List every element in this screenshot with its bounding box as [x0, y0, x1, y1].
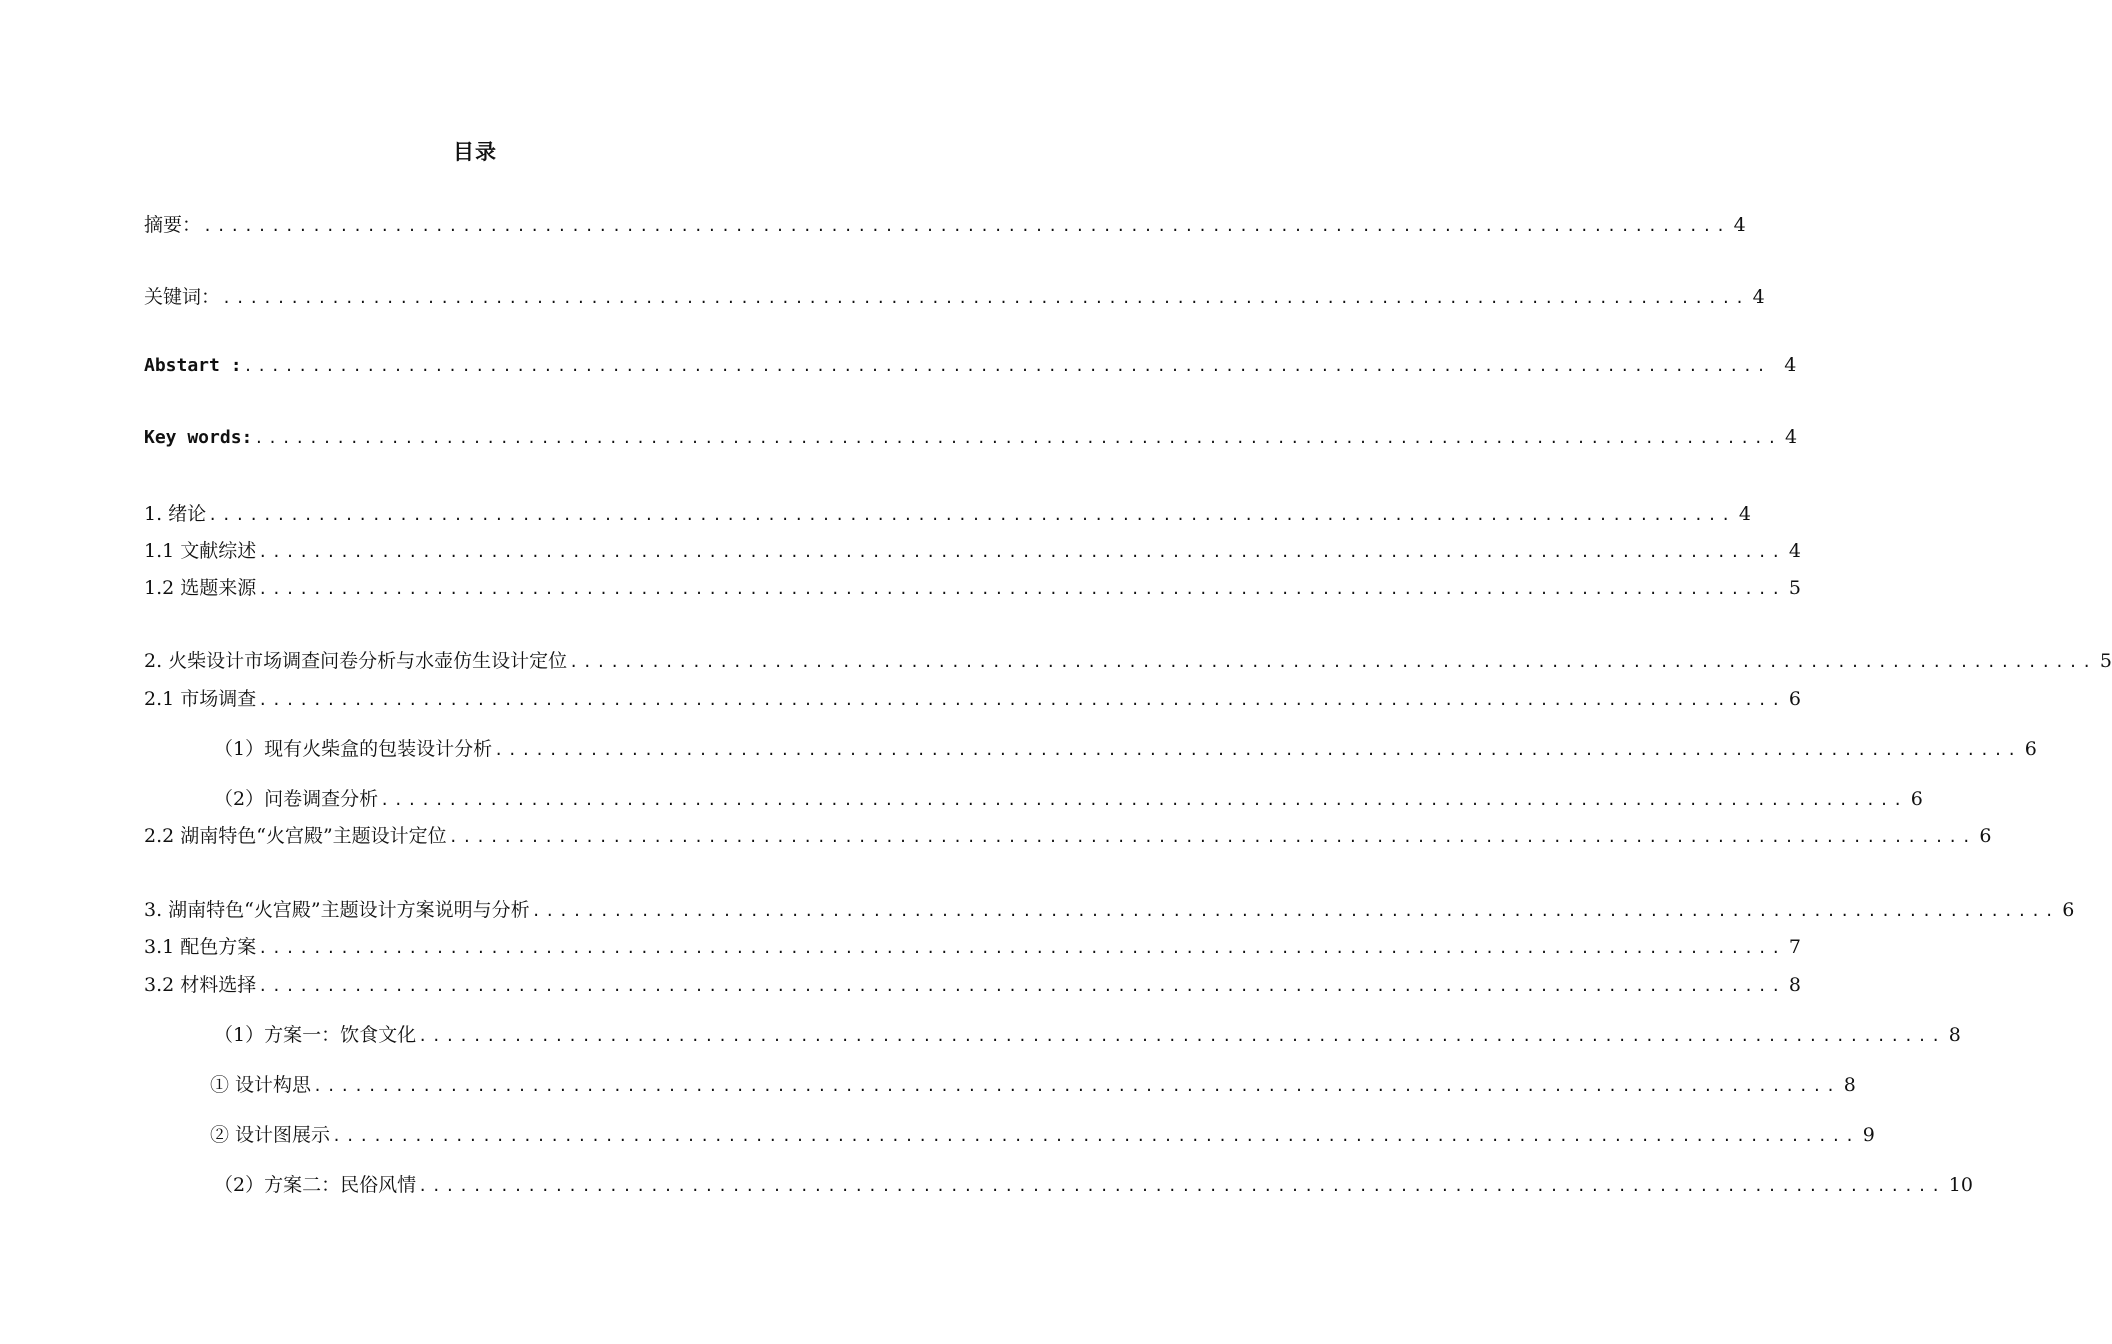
toc-label: （2）问卷调查分析 [214, 788, 379, 810]
toc-label: 2.2 湖南特色“火宫殿”主题设计定位 [144, 825, 447, 847]
toc-label: 2.1 市场调查 [144, 688, 257, 710]
toc-label: 1.2 选题来源 [144, 577, 257, 599]
toc-page-number: 4 [1784, 354, 1797, 376]
toc-entry-key-words-en[interactable] [144, 426, 1798, 454]
dot-leader: ................................................................................................................ [313, 1077, 1840, 1095]
toc-entry-3-2-1-b[interactable] [210, 1120, 1875, 1148]
toc-entry-3-2-2[interactable] [214, 1170, 1973, 1198]
toc-label: 1.1 文献综述 [144, 540, 257, 562]
dot-leader: ................................................................................................................ [222, 289, 1749, 307]
toc-page-number: 4 [1733, 214, 1746, 236]
toc-entry-1-1[interactable] [144, 536, 1802, 564]
page-title: 目录 [453, 140, 497, 164]
dot-leader: ................................................................................................................ [258, 691, 1785, 709]
toc-entry-2-1-1[interactable] [214, 734, 2037, 762]
toc-page-number: 6 [2024, 738, 2037, 760]
toc-label: ① 设计构思 [210, 1074, 312, 1096]
dot-leader: ................................................................................................................ [494, 741, 2021, 759]
dot-leader: ................................................................................................................ [531, 902, 2059, 920]
toc-entry-2[interactable] [144, 646, 2112, 674]
toc-page-number: 4 [1785, 426, 1798, 448]
toc-label: Key words: [144, 427, 253, 448]
toc-entry-keywords[interactable] [144, 282, 1765, 310]
dot-leader: ................................................................................................................ [208, 506, 1735, 524]
toc-page-number: 6 [1910, 788, 1923, 810]
dot-leader: ................................................................................................................ [258, 939, 1785, 957]
toc-label: 2. 火柴设计市场调查问卷分析与水壶仿生设计定位 [144, 650, 568, 672]
toc-page-number: 6 [1788, 688, 1802, 710]
toc-label: Abstart : [144, 355, 242, 376]
toc-label: 摘要： [144, 214, 202, 236]
toc-page-number: 5 [2099, 650, 2112, 672]
dot-leader: ................................................................................................................ [254, 429, 1782, 447]
toc-label: 3.2 材料选择 [144, 974, 257, 996]
dot-leader: ................................................................................................................ [243, 357, 1771, 375]
toc-label: （1）现有火柴盒的包装设计分析 [214, 738, 493, 760]
toc-entry-3-1[interactable] [144, 932, 1802, 960]
toc-label: 关键词： [144, 286, 221, 308]
toc-page-number: 8 [1843, 1074, 1856, 1096]
toc-page-number: 8 [1788, 974, 1802, 996]
toc-entry-2-1-2[interactable] [214, 784, 1923, 812]
toc-entry-3-2-1-a[interactable] [210, 1070, 1856, 1098]
dot-leader: ................................................................................................................ [448, 828, 1976, 846]
toc-page-number: 7 [1788, 936, 1802, 958]
toc-page-number: 8 [1948, 1024, 1961, 1046]
toc-page-number: 6 [2062, 899, 2075, 921]
toc-page-number: 4 [1738, 503, 1751, 525]
toc-page-number: 5 [1788, 577, 1802, 599]
toc-label: 1. 绪论 [144, 503, 207, 525]
toc-entry-3-2-1[interactable] [214, 1020, 1961, 1048]
dot-leader: ................................................................................................................ [569, 653, 2096, 671]
toc-entry-3[interactable] [144, 895, 2075, 923]
toc-label: 3. 湖南特色“火宫殿”主题设计方案说明与分析 [144, 899, 530, 921]
toc-label: （2）方案二：民俗风情 [214, 1174, 417, 1196]
toc-entry-abstract[interactable] [144, 210, 1746, 238]
dot-leader: ................................................................................................................ [258, 580, 1785, 598]
dot-leader: ................................................................................................................ [380, 791, 1907, 809]
toc-entry-3-2[interactable] [144, 970, 1802, 998]
toc-page-number: 6 [1979, 825, 1992, 847]
toc-entry-2-2[interactable] [144, 821, 1992, 849]
toc-page-number: 9 [1862, 1124, 1875, 1146]
dot-leader: ................................................................................................................ [258, 543, 1785, 561]
dot-leader: ................................................................................................................ [332, 1127, 1859, 1145]
toc-label: ② 设计图展示 [210, 1124, 331, 1146]
toc-page-number: 4 [1788, 540, 1802, 562]
toc-label: 3.1 配色方案 [144, 936, 257, 958]
toc-page-number: 10 [1948, 1174, 1973, 1196]
dot-leader: ................................................................................................................ [203, 217, 1730, 235]
toc-entry-abstract-en[interactable] [144, 354, 1797, 382]
dot-leader: ................................................................................................................ [418, 1177, 1945, 1195]
toc-entry-1[interactable] [144, 499, 1751, 527]
toc-entry-2-1[interactable] [144, 684, 1802, 712]
toc-page-number: 4 [1752, 286, 1765, 308]
toc-label: （1）方案一：饮食文化 [214, 1024, 417, 1046]
toc-entry-1-2[interactable] [144, 573, 1802, 601]
dot-leader: ................................................................................................................ [418, 1027, 1945, 1045]
dot-leader: ................................................................................................................ [258, 977, 1785, 995]
